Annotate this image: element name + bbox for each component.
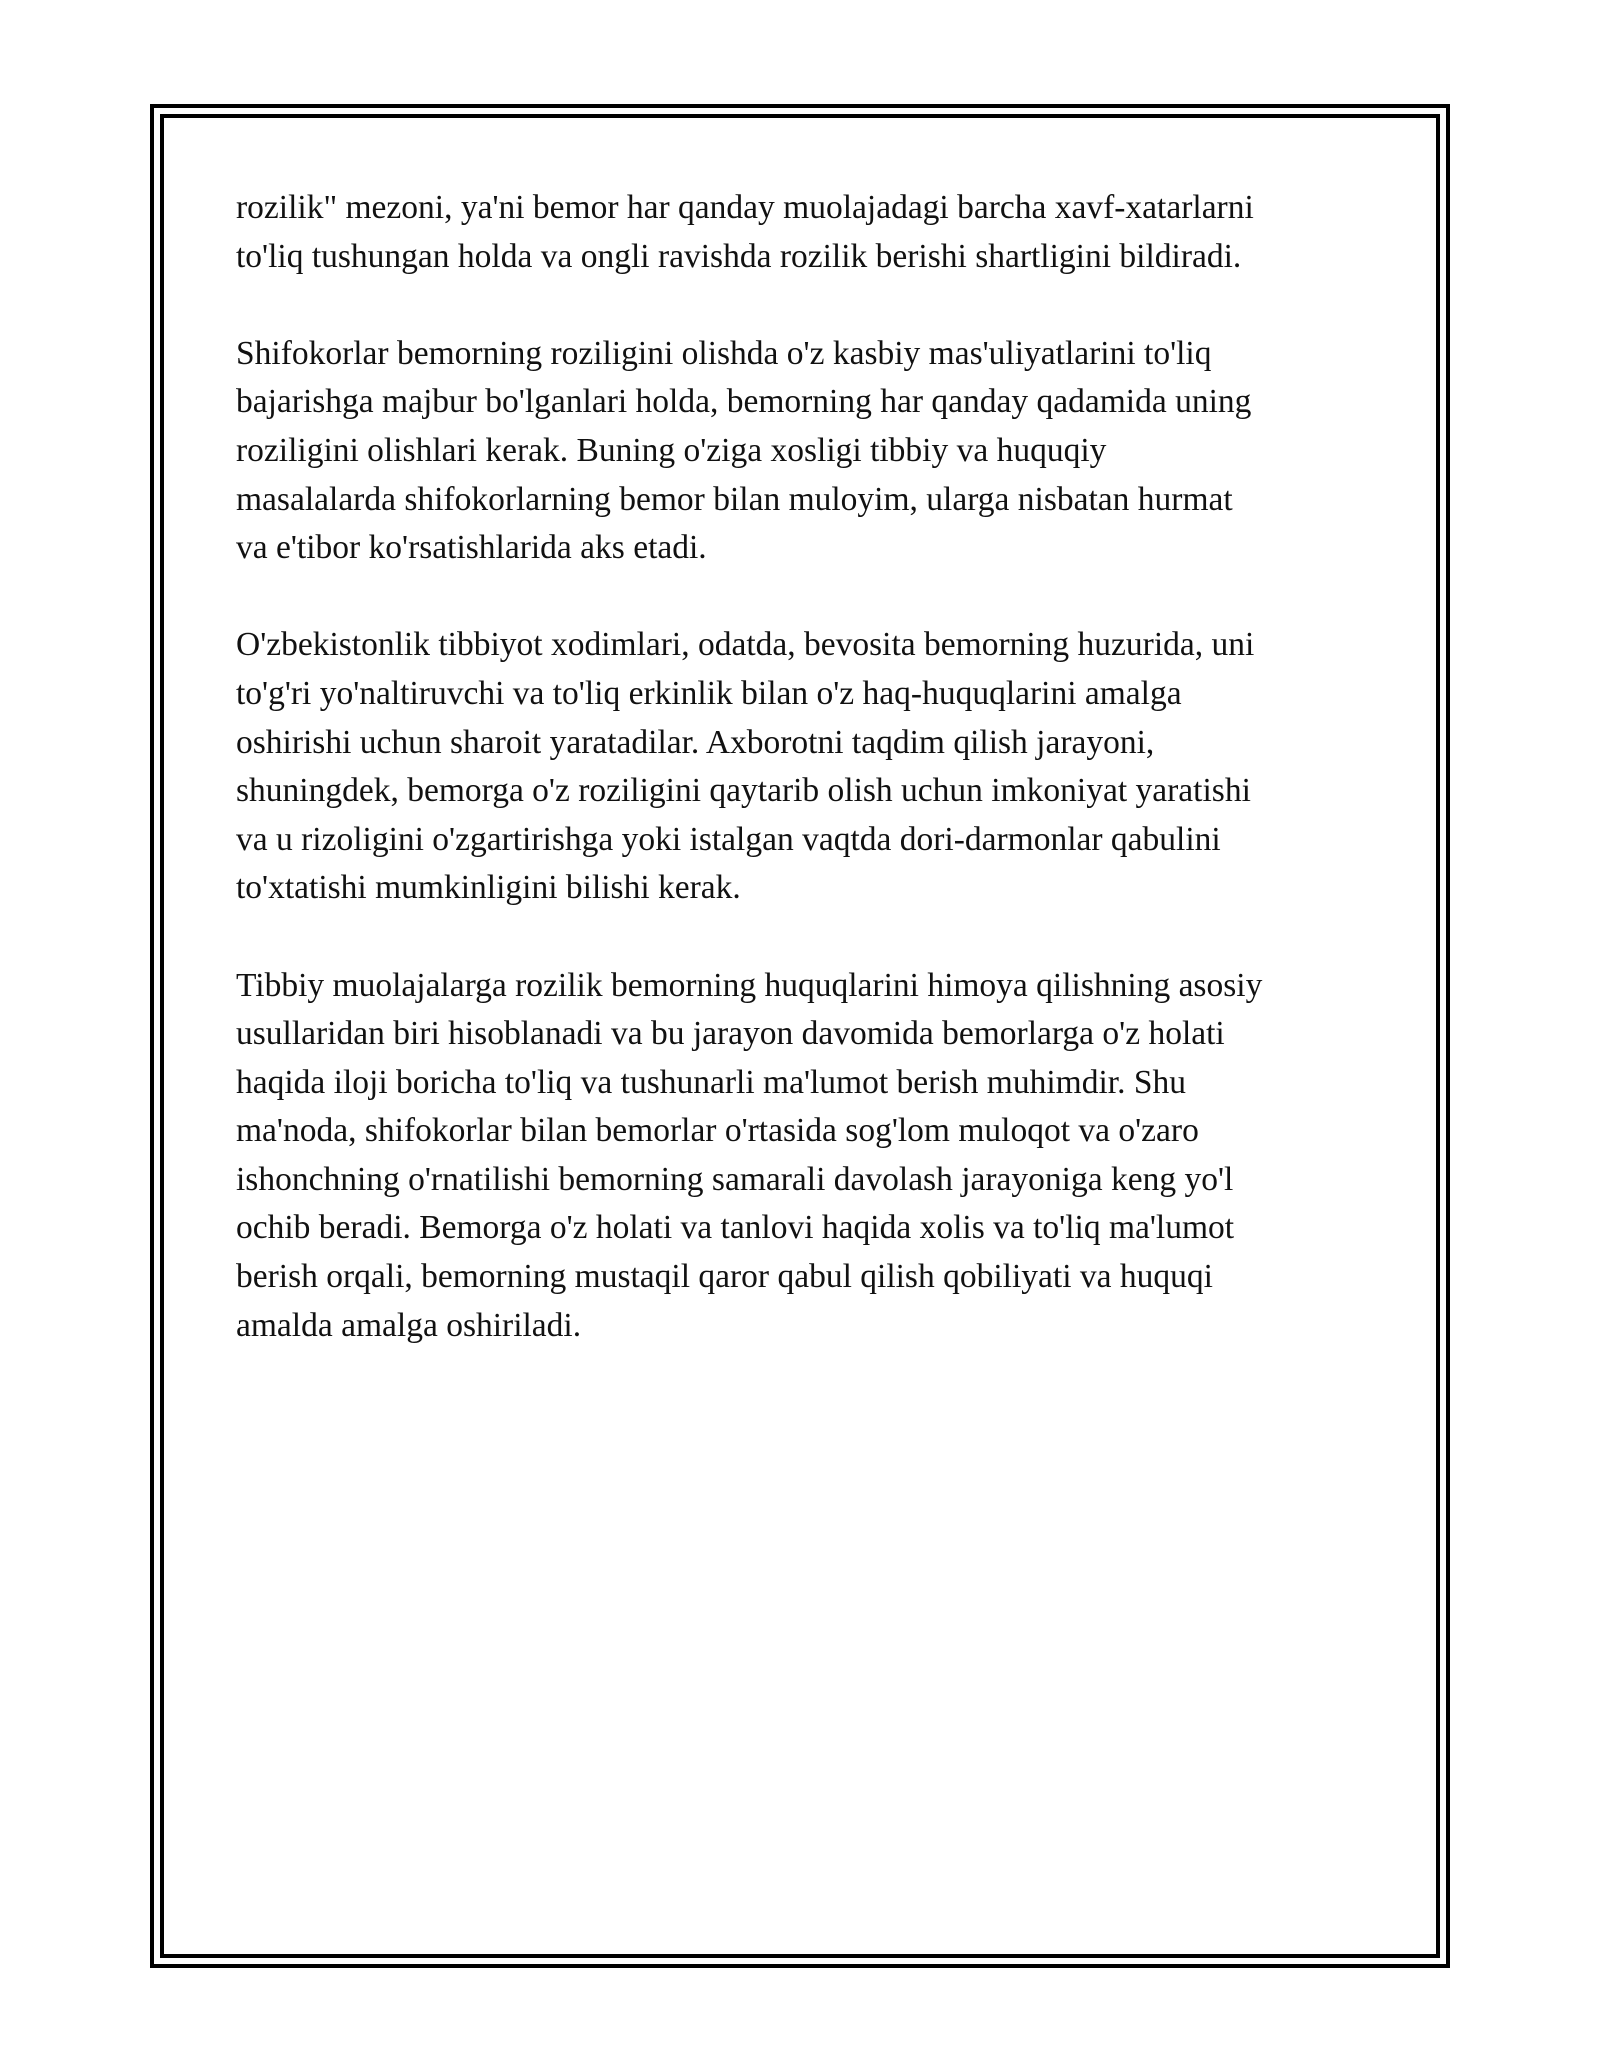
document-body xyxy=(236,184,1396,1399)
paragraph-3: O'zbekistonlik tibbiyot xodimlari, odatda, bevosita bemorning huzurida, uni to'g'ri yo'naltiruvchi va to'liq erkinlik bilan o'z haq-huquqlarini amalga oshirishi uchun sharoit yaratadilar. Axborotni taqdim qilish jarayoni, shuningdek, bemorga o'z roziligini qaytarib olish uchun imkoniyat yaratishi va u rizoligini o'zgartirishga yoki istalgan vaqtda dori-darmonlar qabulini to'xtatishi mumkinligini bilishi kerak. xyxy=(236,626,1255,907)
paragraph-1: rozilik" mezoni, ya'ni bemor har qanday muolajadagi barcha xavf-xatarlarni to'liq tushungan holda va ongli ravishda rozilik berishi shartligini bildiradi. xyxy=(236,189,1254,275)
paragraph-2: Shifokorlar bemorning roziligini olishda o'z kasbiy mas'uliyatlarini to'liq bajarishga majbur bo'lganlari holda, bemorning har qanday qadamida uning roziligini olishlari kerak. Buning o'ziga xosligi tibbiy va huquqiy masalalarda shifokorlarning bemor bilan muloyim, ularga nisbatan hurmat va e'tibor ko'rsatishlarida aks etadi. xyxy=(236,334,1252,567)
paragraph-4: Tibbiy muolajalarga rozilik bemorning huquqlarini himoya qilishning asosiy usullaridan biri hisoblanadi va bu jarayon davomida bemorlarga o'z holati haqida iloji boricha to'liq va tushunarli ma'lumot berish muhimdir. Shu ma'noda, shifokorlar bilan bemorlar o'rtasida sog'lom muloqot va o'zaro ishonchning o'rnatilishi bemorning samarali davolash jarayoniga keng yo'l ochib beradi. Bemorga o'z holati va tanlovi haqida xolis va to'liq ma'lumot berish orqali, bemorning mustaqil qaror qabul qilish qobiliyati va huquqi amalda amalga oshiriladi. xyxy=(236,966,1263,1344)
